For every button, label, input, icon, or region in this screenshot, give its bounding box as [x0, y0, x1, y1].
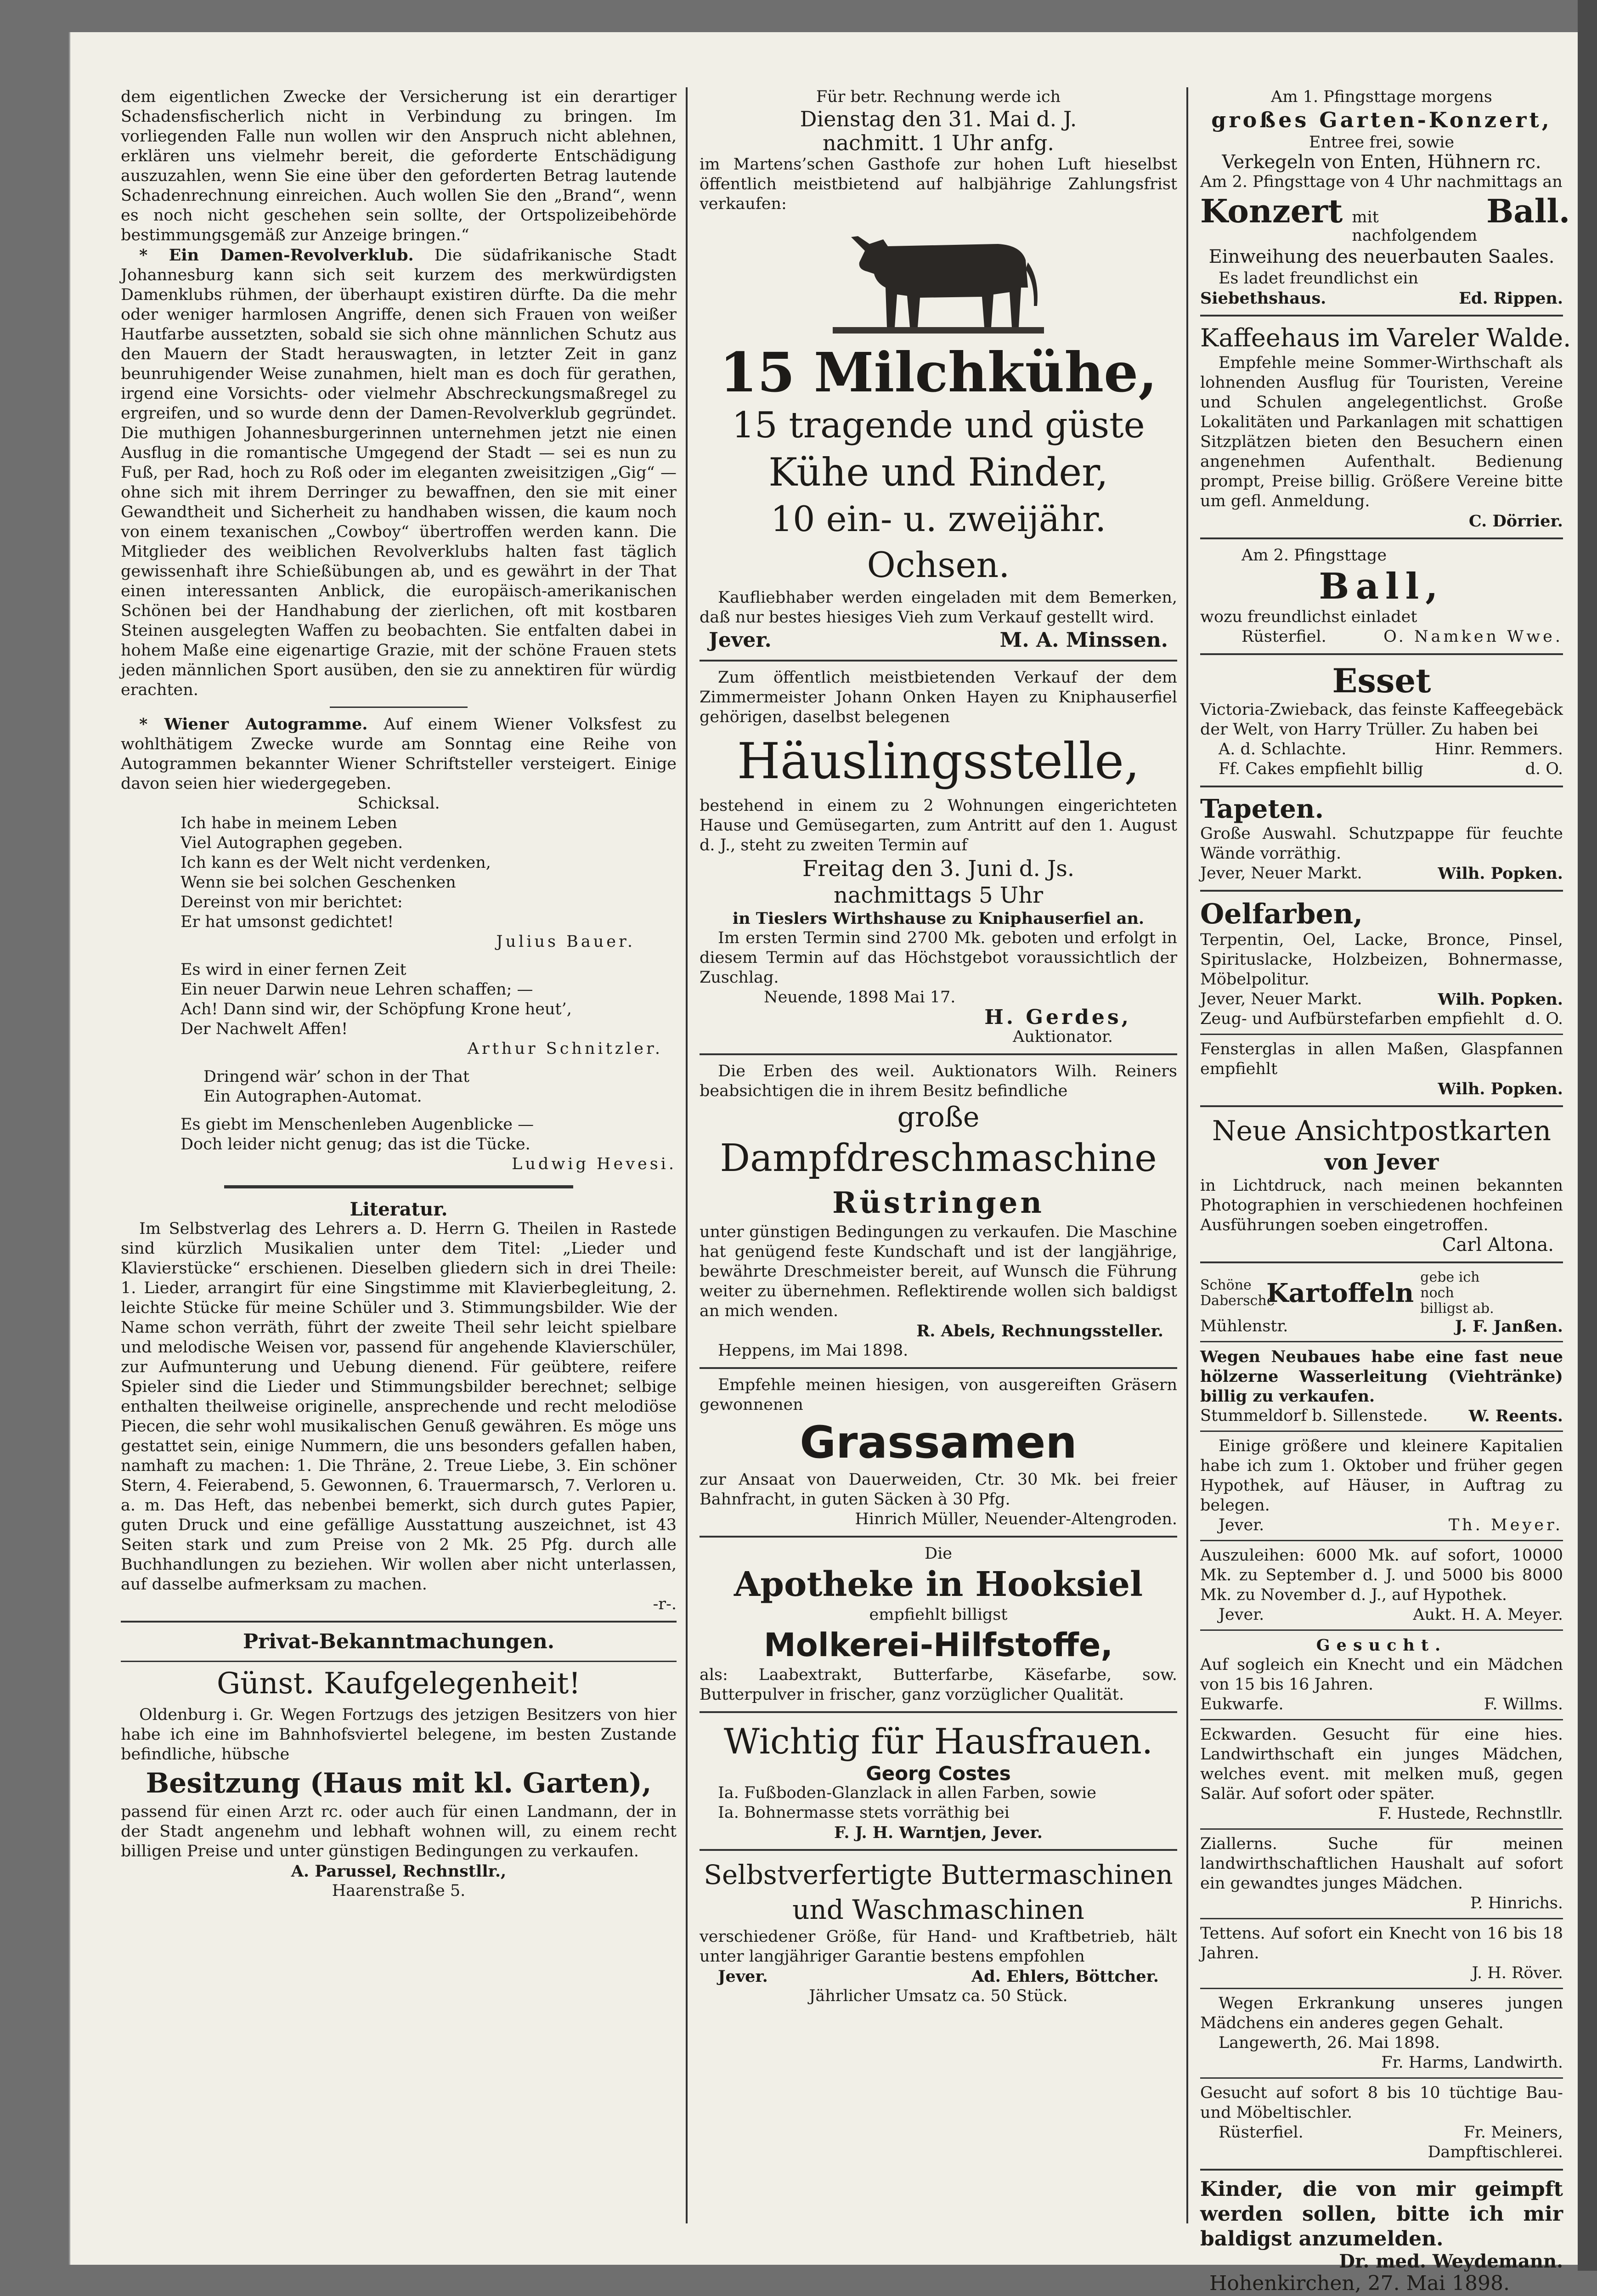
column-right: [1200, 87, 1571, 2296]
ad-date: Hohenkirchen, 27. Mai 1898.: [1209, 2272, 1510, 2295]
article-title: * Wiener Autogramme.: [139, 715, 368, 734]
poem: Es wird in einer fernen Zeit Ein neuer Darwin neue Lehren schaffen; — Ach! Dann sind wir, der Schöpfung Krone heut’, Der Nachwelt Affen!: [181, 961, 572, 1038]
ad-text: Verkegeln von Enten, Hühnern rc.: [1222, 152, 1541, 173]
ad-text: Schöne Dabersche: [1200, 1277, 1275, 1309]
cow-icon: [833, 219, 1044, 338]
ad-date: Neuende, 1898 Mai 17.: [764, 988, 956, 1007]
ad-text: empfiehlt billigst: [869, 1606, 1008, 1624]
ad-signature: Wilh. Popken.: [1438, 1080, 1563, 1098]
ad-footer: [1200, 1516, 1563, 1535]
ad-text: Kaufliebhaber werden eingeladen mit dem Bemerken, daß nur bestes hiesiges Vieh zum Verkauf gestellt wird.: [700, 588, 1177, 627]
ad-name: Georg Costes: [866, 1762, 1011, 1785]
ad-text: Ff. Cakes empfiehlt billig: [1219, 760, 1423, 778]
ad-signature: Dr. med. Weydemann.: [1339, 2251, 1563, 2272]
ad-place: Jever.: [709, 628, 772, 652]
ad-text: Tettens. Auf sofort ein Knecht von 16 bis 18 Jahren.: [1200, 1924, 1563, 1962]
ad-text: Auszuleihen: 6000 Mk. auf sofort, 10000 Mk. zu September d. J. und 5000 bis 8000 Mk. zu November d. J., auf Hypothek.: [1200, 1546, 1563, 1604]
ad-place: Mühlenstr.: [1200, 1317, 1288, 1335]
ad-footer: [1200, 1317, 1563, 1336]
divider: [1200, 786, 1563, 787]
ad-headline: von Jever: [1324, 1149, 1439, 1175]
ad-footer: [1200, 1009, 1563, 1029]
ad-footer: [1200, 990, 1563, 1009]
ad-headline-row: [1200, 1270, 1563, 1317]
ad-footer: [1200, 2123, 1563, 2143]
ad-headline: Ball,: [1319, 566, 1445, 607]
article-signature: -r-.: [653, 1595, 677, 1613]
ad-text: Eckwarden. Gesucht für eine hies. Landwirthschaft ein junges Mädchen, welches event. mit melken muß, gegen Salär. Auf sofort oder später.: [1200, 1725, 1563, 1803]
ad-headline: Ball.: [1486, 192, 1570, 230]
poem: Ich habe in meinem Leben Viel Autographen gegeben. Ich kann es der Welt nicht verdenken, Wenn sie bei solchen Geschenken Dereinst von mir berichtet: Er hat umsonst gedichtet!: [181, 814, 491, 931]
ad-signature: P. Hinrichs.: [1470, 1894, 1563, 1912]
ad-footer: [700, 628, 1177, 653]
poem: Dringend wär’ schon in der That Ein Autographen-Automat.: [203, 1068, 470, 1106]
ad-place: Stummeldorf b. Sillenstede.: [1200, 1407, 1428, 1425]
ad-footer: [700, 1967, 1177, 1986]
poem-author: Ludwig Hevesi.: [512, 1155, 677, 1173]
ad-headline-row: [1200, 192, 1570, 245]
ad-role: Auktionator.: [1013, 1028, 1113, 1046]
ad-headline: Grassamen: [800, 1417, 1077, 1468]
ad-time: nachmittags 5 Uhr: [833, 882, 1044, 908]
ad-text: Am 2. Pfingsttage von 4 Uhr nachmittags an: [1200, 173, 1563, 191]
ad-text: bestehend in einem zu 2 Wohnungen eingerichteten Hause und Gemüsegarten, zum Antritt auf den 1. August d. J., steht zu zweiten Termin auf: [700, 797, 1177, 854]
article-text: Die südafrikanische Stadt Johannesburg kann sich seit kurzem des merkwürdigsten Damenklubs rühmen, der überhaupt existiren dürfte. Da die mehr oder weniger harmlosen Angriffe, denen sich Frauen von weißer Hautfarbe aussetzten, sobald sie sich ohne männlichen Schutz aus den Mauern der Stadt herauswagten, in letzter Zeit in ganz beunruhigender Weise zunahmen, hielt man es doch für gerathen, irgend eine Vorsichts- oder vielmehr Abschreckungsmaßregel zu ergreifen, und so wurde denn der Damen-Revolverklub gegründet. Die muthigen Johannesburgerinnen unternehmen jetzt nie einen Ausflug in die romantische Umgegend der Stadt — sei es nun zu Fuß, per Rad, hoch zu Roß oder im eleganten zweisitzigen „Gig“ — ohne sich mit ihrem Derringer zu bewaffnen, den sie mit einer Gewandtheit und Sicherheit zu handhaben wissen, die kaum noch von einem texanischen „Cowboy“ übertroffen werden kann. Die Mitglieder des weiblichen Revolverklubs halten fast täglich gewissenhaft ihre Schießübungen ab, und es gewährt in der That einen interessanten Anblick, die europäisch-amerikanischen Schönen bei der Handhabung der zierlichen, oft mit kostbaren Steinen ausgelegten Waffen zu beobachten. Sie entfalten dabei in hohem Maße eine eigenartige Grazie, mit der schöne Frauen stets jeden männlichen Sport ausüben, den sie zu annektiren für würdig erachten.: [121, 246, 677, 699]
ad-place: Jever.: [1219, 1516, 1264, 1534]
ad-headline: Neue Ansichtpostkarten: [1212, 1115, 1552, 1147]
ad-headline: und Waschmaschinen: [792, 1894, 1084, 1925]
ad-signature: F. Willms.: [1484, 1695, 1563, 1714]
ad-headline: 10 ein- u. zweijähr. Ochsen.: [770, 498, 1106, 585]
ad-place: in Tieslers Wirthshause zu Kniphauserfiel an.: [732, 909, 1145, 928]
ad-footer: [1200, 627, 1563, 647]
ad-footer: [1200, 1605, 1563, 1625]
ad-place: Siebethshaus.: [1200, 289, 1326, 308]
ad-signature: R. Abels, Rechnungssteller.: [916, 1322, 1163, 1340]
ad-headline: große: [897, 1101, 980, 1133]
ad-signature: Hinr. Remmers.: [1434, 740, 1563, 758]
ad-headline: Gesucht.: [1316, 1636, 1447, 1655]
ad-headline: 15 tragende und güste: [732, 405, 1145, 446]
ad-headline: Besitzung (Haus mit kl. Garten),: [146, 1767, 652, 1799]
ad-footer: [1200, 740, 1563, 759]
divider: [700, 1536, 1177, 1538]
column-middle: [700, 87, 1177, 2006]
divider: [700, 660, 1177, 662]
ad-footer: [1200, 1406, 1563, 1426]
divider: [1200, 1261, 1563, 1263]
ad-headline: Kartoffeln: [1266, 1278, 1414, 1308]
ad-text: Zeug- und Aufbürstefarben empfiehlt: [1200, 1010, 1505, 1028]
ad-headline: 15 Milchkühe,: [719, 340, 1157, 404]
ad-text: Ziallerns. Suche für meinen landwirthschaftlichen Haushalt auf sofort ein gewandtes junges Mädchen.: [1200, 1835, 1563, 1893]
divider: [1200, 1918, 1563, 1919]
ad-headline: Wichtig für Hausfrauen.: [723, 1721, 1153, 1762]
article-wiener: [121, 714, 677, 794]
ad-signature: d. O.: [1525, 1010, 1563, 1028]
ad-signature: O. Namken Wwe.: [1383, 628, 1563, 646]
ad-text: Es ladet freundlichst ein: [1219, 269, 1419, 288]
ad-headline: Kühe und Rinder,: [768, 450, 1108, 495]
ad-text: wozu freundlichst einladet: [1200, 608, 1417, 626]
ad-text: zur Ansaat von Dauerweiden, Ctr. 30 Mk. bei freier Bahnfracht, in guten Säcken à 30 Pfg.: [700, 1470, 1177, 1509]
divider: [1200, 1341, 1563, 1342]
divider: [224, 1185, 573, 1188]
ad-text: Gesucht auf sofort 8 bis 10 tüchtige Bau- und Möbeltischler.: [1200, 2084, 1563, 2122]
ad-text: Einweihung des neuerbauten Saales.: [1208, 246, 1555, 267]
ad-signature: Wilh. Popken.: [1438, 990, 1563, 1009]
ad-role: Dampftischlerei.: [1428, 2143, 1563, 2161]
ad-headline: Oelfarben,: [1200, 898, 1363, 930]
ad-signature: Aukt. H. A. Meyer.: [1413, 1606, 1563, 1624]
ad-headline: Tapeten.: [1200, 794, 1324, 824]
ad-text: Am 1. Pfingsttage morgens: [1271, 88, 1492, 106]
ad-text: Oldenburg i. Gr. Wegen Fortzugs des jetzigen Besitzers von hier habe ich eine im Bahnhofsviertel belegene, im besten Zustande befindliche, hübsche: [121, 1706, 677, 1764]
divider: [1200, 2077, 1563, 2079]
ad-text: unter günstigen Bedingungen zu verkaufen. Die Maschine hat genügend feste Kundschaft und ist der langjährige, bewährte Dreschmeister bereit, auf Wunsch die Führung weiter zu übernehmen. Reflektirende wollen sich baldigst an mich wenden.: [700, 1223, 1177, 1320]
ad-text: Zum öffentlich meistbietenden Verkauf der dem Zimmermeister Johann Onken Hayen zu Kniphauserfiel gehörigen, daselbst belegenen: [700, 668, 1177, 726]
column-divider: [1186, 87, 1188, 2223]
ad-headline: Günst. Kaufgelegenheit!: [217, 1667, 581, 1701]
ad-footnote: Jährlicher Umsatz ca. 50 Stück.: [809, 1987, 1068, 2005]
ad-headline: Rüstringen: [832, 1186, 1044, 1220]
ad-signature: J. F. Janßen.: [1455, 1317, 1563, 1336]
divider: [1200, 1629, 1563, 1631]
divider: [1200, 1719, 1563, 1720]
ad-headline: Esset: [1332, 661, 1431, 700]
poem-author: Arthur Schnitzler.: [467, 1040, 663, 1058]
ad-text: verschiedener Größe, für Hand- und Kraftbetrieb, hält unter langjähriger Garantie bestens empfohlen: [700, 1928, 1177, 1966]
ad-text: Große Auswahl. Schutzpappe für feuchte Wände vorräthig.: [1200, 825, 1563, 863]
ad-text: gebe ich noch billigst ab.: [1420, 1269, 1494, 1317]
divider: [330, 707, 468, 708]
ad-signature: Ed. Rippen.: [1459, 289, 1563, 308]
ad-signature: A. Parussel, Rechnstllr.,: [291, 1862, 507, 1881]
divider: [700, 1053, 1177, 1055]
ad-text: Victoria-Zwieback, das feinste Kaffeegebäck der Welt, von Harry Trüller. Zu haben bei: [1200, 701, 1563, 739]
ad-text: Ia. Fußboden-Glanzlack in allen Farben, sowie: [718, 1784, 1096, 1802]
ad-place: A. d. Schlachte.: [1219, 740, 1347, 758]
column-left: [121, 87, 677, 1901]
divider: [121, 1621, 677, 1623]
article-damen: [121, 245, 677, 700]
ad-signature: H. Gerdes,: [984, 1006, 1131, 1029]
column-divider: [686, 87, 688, 2223]
ad-text: Für betr. Rechnung werde ich: [816, 88, 1061, 106]
ad-headline: Kaffeehaus im Vareler Walde.: [1200, 323, 1571, 352]
ad-signature: M. A. Minssen.: [999, 628, 1168, 652]
ad-signature: Th. Meyer.: [1448, 1516, 1563, 1534]
ad-text: Empfehle meine Sommer-Wirthschaft als lohnenden Ausflug für Touristen, Vereine und Schulen angelegentlichst. Große Lokalitäten und Parkanlagen mit schattigen Sitzplätzen bieten den Besuchern einen angenehmen Aufenthalt. Bedienung prompt, Preise billig. Größere Vereine bitte um gefl. Anmeldung.: [1200, 354, 1563, 510]
ad-text: Im ersten Termin sind 2700 Mk. geboten und erfolgt in diesem Termin auf das Höchstgebot voraussichtlich der Zuschlag.: [700, 929, 1177, 987]
ad-signature: Fr. Harms, Landwirth.: [1381, 2053, 1563, 2072]
ad-date: Heppens, im Mai 1898.: [718, 1341, 909, 1360]
ad-text: Terpentin, Oel, Lacke, Bronce, Pinsel, Spirituslacke, Holzbeizen, Bohnermasse, Möbelpolitur.: [1200, 931, 1563, 989]
ad-signature: J. H. Röver.: [1472, 1964, 1563, 1982]
section-title: Literatur.: [350, 1199, 448, 1220]
divider: [700, 1367, 1177, 1369]
newspaper-page: [69, 32, 1579, 2295]
divider: [1200, 537, 1563, 539]
ad-headline: Kinder, die von mir geimpft werden sollen, bitte ich mir baldigst anzumelden.: [1200, 2177, 1563, 2251]
divider: [1200, 1828, 1563, 1830]
ad-place: Jever, Neuer Markt.: [1200, 990, 1362, 1008]
ad-text: Entree frei, sowie: [1309, 133, 1455, 152]
ad-headline: Selbstverfertigte Buttermaschinen: [704, 1859, 1173, 1890]
ad-place: Rüsterfiel.: [1241, 628, 1326, 646]
ad-place: Jever, Neuer Markt.: [1200, 864, 1362, 882]
article-intro: dem eigentlichen Zwecke der Versicherung ist ein derartiger Schadensfischerlich nicht in Verbindung zu bringen. Im vorliegenden Falle nun wollen wir den Anspruch nicht ablehnen, erklären uns vielmehr bereit, die geforderte Entschädigung auszuzahlen, wenn Sie eine über den geforderten Betrag lautende Schadenrechnung einreichen. Auch wollen Sie den „Brand“, wenn es noch nicht geschehen sein sollte, der Ortspolizeibehörde bestimmungsgemäß zur Anzeige bringen.“: [121, 88, 677, 244]
ad-signature: Carl Altona.: [1442, 1234, 1554, 1255]
ad-text: Auf sogleich ein Knecht und ein Mädchen von 15 bis 16 Jahren.: [1200, 1656, 1563, 1694]
ad-text: Empfehle meinen hiesigen, von ausgereiften Gräsern gewonnenen: [700, 1376, 1177, 1414]
ad-place: Eukwarfe.: [1200, 1695, 1284, 1714]
ad-headline: Molkerei-Hilfstoffe,: [764, 1626, 1113, 1664]
ad-headline: Konzert: [1200, 192, 1343, 230]
section-title: Privat-Bekanntmachungen.: [243, 1630, 555, 1653]
divider: [700, 1711, 1177, 1713]
divider: [1200, 1105, 1563, 1107]
ad-text: in Lichtdruck, nach meinen bekannten Photographien in verschiedenen hochfeinen Ausführungen soeben eingetroffen.: [1200, 1176, 1563, 1234]
ad-address: Haarenstraße 5.: [332, 1882, 466, 1900]
ad-text: als: Laabextrakt, Butterfarbe, Käsefarbe, sow. Butterpulver in frischer, ganz vorzüglicher Qualität.: [700, 1666, 1177, 1704]
ad-place: Rüsterfiel.: [1219, 2123, 1304, 2142]
ad-time: nachmitt. 1 Uhr anfg.: [822, 130, 1055, 155]
ad-headline: großes Garten-Konzert,: [1211, 107, 1552, 132]
article-title: * Ein Damen-Revolverklub.: [139, 246, 414, 265]
poem: Es giebt im Menschenleben Augenblicke — Doch leider nicht genug; das ist die Tücke.: [181, 1115, 534, 1154]
ad-headline: Dampfdreschmaschine: [720, 1137, 1157, 1180]
ad-signature: Wilh. Popken.: [1438, 864, 1563, 883]
ad-signature: Hinrich Müller, Neuender-Altengroden.: [855, 1510, 1177, 1528]
ad-signature: F. J. H. Warntjen, Jever.: [834, 1823, 1043, 1842]
ad-date: Langewerth, 26. Mai 1898.: [1219, 2034, 1440, 2052]
divider: [1200, 1540, 1563, 1541]
ad-text: Fensterglas in allen Maßen, Glaspfannen empfiehlt: [1200, 1040, 1563, 1078]
ad-text: Am 2. Pfingsttage: [1241, 546, 1387, 565]
ad-headline: Häuslingsstelle,: [737, 733, 1140, 790]
ad-signature: Fr. Meiners,: [1463, 2123, 1563, 2142]
ad-text: passend für einen Arzt rc. oder auch für einen Landmann, der in der Stadt angenehm und lebhaft wohnen will, zu einem recht billigen Preise und unter günstigen Bedingungen zu verkaufen.: [121, 1803, 677, 1861]
ad-text: Die: [925, 1544, 952, 1563]
ad-date: Freitag den 3. Juni d. Js.: [802, 856, 1075, 882]
divider: [1200, 890, 1563, 892]
ad-signature: d. O.: [1525, 760, 1563, 778]
ad-signature: Ad. Ehlers, Böttcher.: [971, 1967, 1159, 1986]
ad-footer: [1200, 864, 1563, 883]
ad-text: im Martens’schen Gasthofe zur hohen Luft hieselbst öffentlich meistbietend auf halbjährige Zahlungsfrist verkaufen:: [700, 155, 1177, 213]
ad-signature: F. Hustede, Rechnstllr.: [1378, 1804, 1563, 1823]
ad-text: Wegen Erkrankung unseres jungen Mädchens ein anderes gegen Gehalt.: [1200, 1994, 1563, 2032]
ad-headline: Apotheke in Hooksiel: [734, 1565, 1143, 1604]
ad-signature: C. Dörrier.: [1468, 512, 1563, 531]
ad-text: Wegen Neubaues habe eine fast neue hölzerne Wasserleitung (Viehtränke) billig zu verkaufen.: [1200, 1347, 1563, 1406]
poem-title: Schicksal.: [357, 794, 440, 813]
ad-signature: W. Reents.: [1468, 1407, 1563, 1425]
divider: [121, 1661, 677, 1662]
ad-place: Jever.: [1219, 1606, 1264, 1624]
article-text: Auf einem Wiener Volksfest zu wohlthätigem Zwecke wurde am Sonntag eine Reihe von Autogrammen bekannter Wiener Schriftsteller versteigert. Einige davon seien hier wiedergegeben.: [121, 715, 677, 793]
ad-place: Jever.: [718, 1967, 768, 1986]
divider: [1200, 1988, 1563, 1989]
ad-date: Dienstag den 31. Mai d. J.: [800, 107, 1077, 131]
poem-author: Julius Bauer.: [496, 933, 635, 951]
divider: [700, 1849, 1177, 1851]
page-edge: [1578, 0, 1597, 2271]
ad-text: mit nachfolgendem: [1352, 208, 1478, 245]
article-literatur: Im Selbstverlag des Lehrers a. D. Herrn G. Theilen in Rastede sind kürzlich Musikalien unter dem Titel: „Lieder und Klavierstücke“ erschienen. Dieselben gliedern sich in drei Theile: 1. Lieder, arrangirt für eine Singstimme mit Klavierbegleitung, 2. leichte Stücke für meine Schüler und 3. Stimmungsbilder. Wie der Name schon verräth, führt der zweite Theil sehr leicht spielbare und melodische Weisen vor, passend für angehende Klavierschüler, zur Aufmunterung und Uebung dienend. Für geübtere, reifere Spieler sind die Lieder und Stimmungsbilder berechnet; selbige enthalten theilweise originelle, ansprechende und recht melodiöse Piecen, die sehr wohl musikalischen Genuß gewähren. Es möge uns gestattet sein, einige Nummern, die uns besonders gefallen haben, namhaft zu machen: 1. Die Thräne, 2. Treue Liebe, 3. Ein schöner Stern, 4. Feierabend, 5. Gewonnen, 6. Trauermarsch, 7. Verloren u. a. m. Das Heft, das nebenbei bemerkt, sich durch gutes Papier, guten Druck und eine gefällige Ausstattung auszeichnet, ist 43 Seiten stark und zum Preise von 2 Mk. 25 Pfg. durch alle Buchhandlungen zu beziehen. Wir wollen aber nicht unterlassen, auf dasselbe aufmerksam zu machen.: [121, 1220, 677, 1594]
ad-footer: [1200, 759, 1563, 779]
ad-footer: [1200, 288, 1563, 308]
divider: [1200, 1431, 1563, 1432]
ad-text: Einige größere und kleinere Kapitalien habe ich zum 1. Oktober und früher gegen Hypothek, auf Häuser, in Auftrag zu belegen.: [1200, 1437, 1563, 1515]
divider: [1200, 2169, 1563, 2171]
divider: [1200, 315, 1563, 317]
divider: [1200, 1034, 1563, 1035]
ad-text: Die Erben des weil. Auktionators Wilh. Reiners beabsichtigen die in ihrem Besitz befindliche: [700, 1062, 1177, 1100]
ad-footer: [1200, 1695, 1563, 1714]
ad-text: Ia. Bohnermasse stets vorräthig bei: [718, 1804, 1010, 1822]
ad-headline-row: [1200, 794, 1563, 824]
divider: [1200, 653, 1563, 655]
